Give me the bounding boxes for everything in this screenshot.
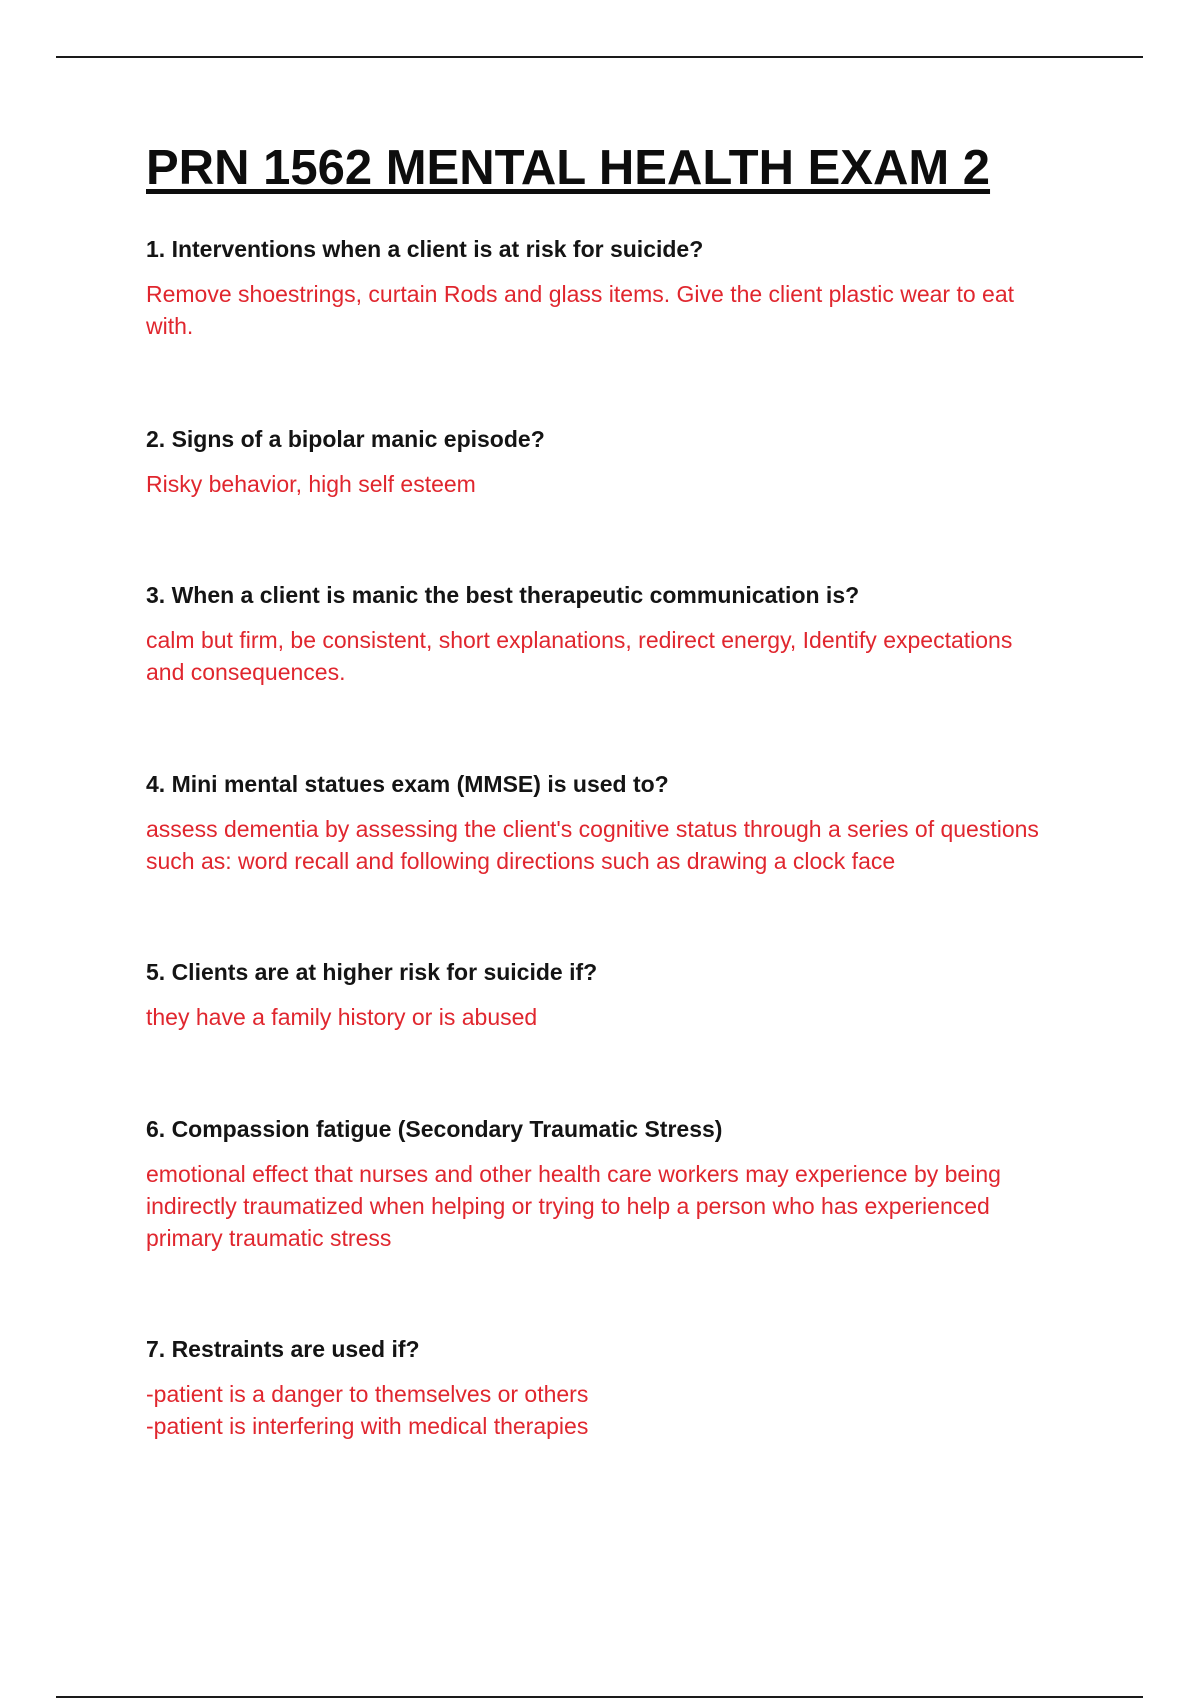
question-text: 6. Compassion fatigue (Secondary Traumatic Stress): [146, 1116, 723, 1142]
answer-line: they have a family history or is abused: [146, 1004, 538, 1030]
question-text: 2. Signs of a bipolar manic episode?: [146, 426, 545, 452]
answer-text: [146, 1158, 1096, 1254]
answer-line: Remove shoestrings, curtain Rods and glass items. Give the client plastic wear to eat: [146, 281, 1015, 307]
question-text: 7. Restraints are used if?: [146, 1336, 420, 1362]
top-divider: [56, 56, 1143, 58]
document-title: PRN 1562 MENTAL HEALTH EXAM 2: [146, 141, 991, 195]
answer-line: such as: word recall and following directions such as drawing a clock face: [146, 848, 896, 874]
qa-item-5: [146, 957, 1096, 1033]
answer-line: Risky behavior, high self esteem: [146, 471, 476, 497]
answer-line: indirectly traumatized when helping or trying to help a person who has experienced: [146, 1193, 990, 1219]
qa-item-1: [146, 234, 1096, 342]
question-text: 4. Mini mental statues exam (MMSE) is used to?: [146, 771, 669, 797]
answer-line: -patient is a danger to themselves or others: [146, 1381, 589, 1407]
document-body: [146, 140, 1096, 1439]
qa-item-4: [146, 769, 1096, 877]
answer-line: -patient is interfering with medical therapies: [146, 1413, 589, 1439]
question-text: 3. When a client is manic the best therapeutic communication is?: [146, 582, 860, 608]
answer-text: [146, 1001, 1096, 1033]
answer-line: calm but firm, be consistent, short explanations, redirect energy, Identify expectations: [146, 627, 1013, 653]
qa-item-7: [146, 1334, 1096, 1442]
answer-line: with.: [146, 313, 194, 339]
answer-text: [146, 278, 1096, 342]
qa-item-3: [146, 580, 1096, 688]
answer-text: [146, 1378, 1096, 1442]
answer-line: assess dementia by assessing the client's cognitive status through a series of questions: [146, 816, 1039, 842]
answer-line: and consequences.: [146, 659, 346, 685]
answer-text: [146, 468, 1096, 500]
answer-text: [146, 813, 1096, 877]
answer-line: emotional effect that nurses and other health care workers may experience by being: [146, 1161, 1001, 1187]
answer-line: primary traumatic stress: [146, 1225, 392, 1251]
answer-text: [146, 624, 1096, 688]
qa-item-6: [146, 1114, 1096, 1254]
qa-item-2: [146, 424, 1096, 500]
question-text: 1. Interventions when a client is at risk for suicide?: [146, 236, 704, 262]
question-text: 5. Clients are at higher risk for suicide if?: [146, 959, 598, 985]
bottom-divider: [56, 1696, 1143, 1698]
